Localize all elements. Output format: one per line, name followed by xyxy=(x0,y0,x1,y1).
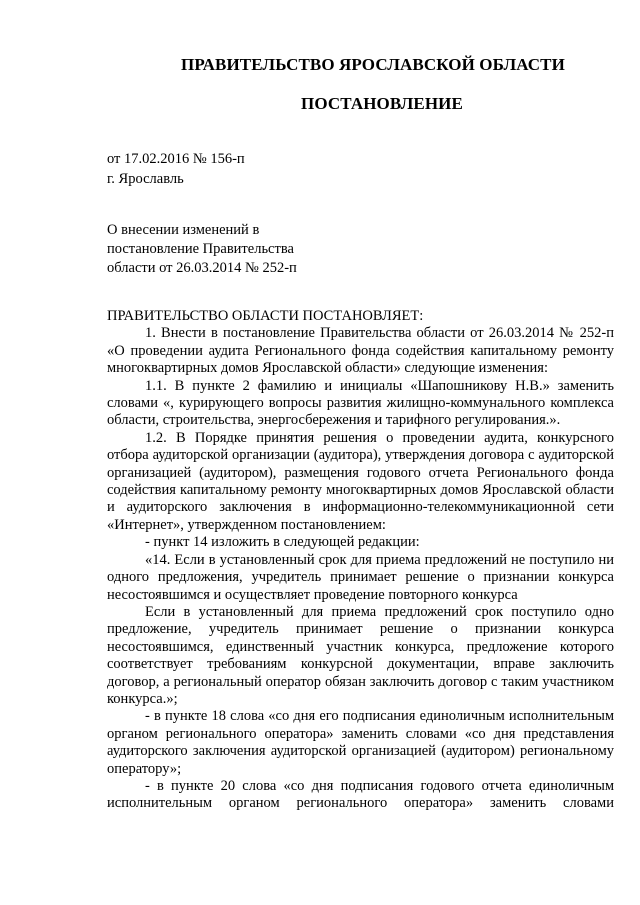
body-paragraph: - в пункте 18 слова «со дня его подписания единоличным исполнительным органом регионального оператора» заменить словами «со дня представления аудиторского заключения аудиторской организацией (аудитором) региональному оператору»; xyxy=(107,708,614,777)
subject-line: области от 26.03.2014 № 252-п xyxy=(107,260,297,276)
document-city: г. Ярославль xyxy=(107,171,184,187)
body-paragraph: Если в установленный для приема предложений срок поступило одно предложение, учредитель принимает решение о признании конкурса несостоявшимся, единственный участник конкурса, предложение которого соответствует требованиям конкурсной документации, вправе заключить договор, а региональный оператор обязан заключить договор с таким участником конкурса.»; xyxy=(107,603,614,707)
body-paragraph: 1.1. В пункте 2 фамилию и инициалы «Шапошникову Н.В.» заменить словами «, курирующего вопросы развития жилищно-коммунального комплекса области, строительства, энергосбережения и тарифного регулирования.». xyxy=(107,377,614,429)
document-body xyxy=(107,308,614,813)
body-paragraph: «14. Если в установленный срок для приема предложений не поступило ни одного предложения, учредитель принимает решение о признании конкурса несостоявшимся и осуществляет проведение повторного конкурса xyxy=(107,551,614,603)
body-paragraph: 1.2. В Порядке принятия решения о проведении аудита, конкурсного отбора аудиторской организации (аудитора), утверждения договора с аудиторской организацией (аудитором), размещения годового отчета Регионального фонда содействия капитальному ремонту многоквартирных домов Ярославской области и аудиторского заключения в информационно-телекоммуникационной сети «Интернет», утвержденном постановлением: xyxy=(107,429,614,533)
subject-line: постановление Правительства xyxy=(107,241,294,257)
government-heading: ПРАВИТЕЛЬСТВО ЯРОСЛАВСКОЙ ОБЛАСТИ xyxy=(181,55,565,74)
subject-line: О внесении изменений в xyxy=(107,222,260,238)
body-paragraph: - пункт 14 изложить в следующей редакции: xyxy=(145,534,420,551)
document-subject xyxy=(107,221,297,278)
body-paragraph: 1. Внести в постановление Правительства области от 26.03.2014 № 252-п «О проведении аудита Регионального фонда содействия капитальному ремонту многоквартирных домов Ярославской области» следующие изменения: xyxy=(107,325,614,377)
body-paragraph: - в пункте 20 слова «со дня подписания годового отчета единоличным исполнительным органом регионального оператора» заменить словами xyxy=(107,777,614,812)
document-type-heading: ПОСТАНОВЛЕНИЕ xyxy=(301,94,463,113)
decree-intro: ПРАВИТЕЛЬСТВО ОБЛАСТИ ПОСТАНОВЛЯЕТ: xyxy=(107,308,424,324)
document-date-number: от 17.02.2016 № 156-п xyxy=(107,151,245,167)
